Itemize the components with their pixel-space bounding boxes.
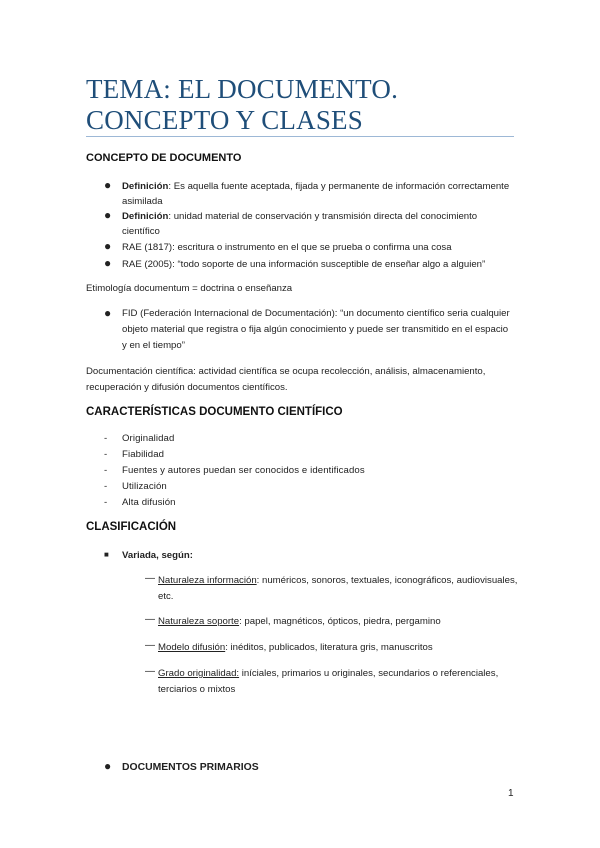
clasif-grado-originalidad: Grado originalidad: iníciales, primarios u originales, secundarios o referenciales, terciarios o mixtos [158, 668, 499, 695]
etymology-text: Etimología documentum = doctrina o enseñanza [86, 283, 293, 294]
bullet-rae-1817: RAE (1817): escritura o instrumento en el que se prueba o confirma una cosa [122, 242, 452, 253]
bullet-icon: ● [104, 306, 112, 320]
list-item: Fiabilidad [122, 449, 165, 460]
bullet-rae-2005: RAE (2005): “todo soporte de una información susceptible de enseñar algo a alguien” [122, 259, 486, 270]
em-dash-icon: — [145, 614, 155, 625]
heading-clasificacion: CLASIFICACIÓN [86, 521, 177, 533]
square-bullet-icon: ■ [104, 550, 109, 559]
bullet-icon: ● [104, 239, 112, 253]
bullet-icon: ● [104, 208, 112, 222]
page-number: 1 [508, 788, 514, 799]
clasif-naturaleza-soporte: Naturaleza soporte: papel, magnéticos, ópticos, piedra, pergamino [158, 616, 441, 627]
heading-concepto: CONCEPTO DE DOCUMENTO [86, 152, 242, 164]
doc-cientifica-text: Documentación científica: actividad científica se ocupa recolección, análisis, almacenamiento, recuperación y difusión documentos científicos. [86, 366, 486, 393]
clasif-naturaleza-informacion: Naturaleza información: numéricos, sonoros, textuales, iconográficos, audiovisuales, etc. [158, 575, 518, 602]
dash-icon: - [104, 481, 108, 492]
bullet-definicion-2: Definición: unidad material de conservación y transmisión directa del conocimiento científico [122, 211, 478, 237]
list-item: Originalidad [122, 433, 175, 444]
dash-icon: - [104, 433, 108, 444]
list-item: Alta difusión [122, 497, 176, 508]
list-item: Fuentes y autores puedan ser conocidos e identificados [122, 465, 365, 476]
list-item: Utilización [122, 481, 167, 492]
bullet-fid: FID (Federación Internacional de Documentación): “un documento científico seria cualquier objeto material que registra o fija algún conocimiento y puede ser transmitido en el espacio y en el tiempo” [122, 308, 510, 351]
bullet-definicion-1: Definición: Es aquella fuente aceptada, fijada y permanente de información correctamente asimilada [122, 181, 510, 207]
dash-icon: - [104, 497, 108, 508]
title-underline [86, 136, 514, 137]
variada-label: Variada, según: [122, 550, 193, 561]
bullet-icon: ● [104, 256, 112, 270]
page-title: TEMA: EL DOCUMENTO. CONCEPTO Y CLASES [86, 74, 399, 135]
heading-documentos-primarios: DOCUMENTOS PRIMARIOS [122, 762, 259, 773]
bullet-icon: ● [104, 178, 112, 192]
em-dash-icon: — [145, 666, 155, 677]
dash-icon: - [104, 465, 108, 476]
clasif-modelo-difusion: Modelo difusión: inéditos, publicados, literatura gris, manuscritos [158, 642, 433, 653]
dash-icon: - [104, 449, 108, 460]
heading-caracteristicas: CARACTERÍSTICAS DOCUMENTO CIENTÍFICO [86, 406, 343, 418]
em-dash-icon: — [145, 640, 155, 651]
bullet-icon: ● [104, 759, 112, 773]
em-dash-icon: — [145, 573, 155, 584]
